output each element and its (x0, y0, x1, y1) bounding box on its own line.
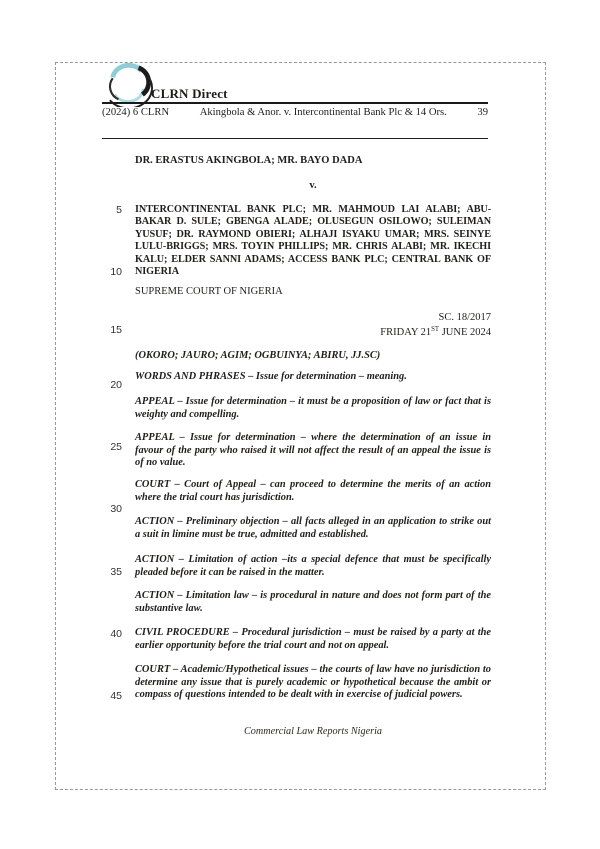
line-number: 40 (110, 628, 122, 640)
headnote-paragraph: COURT – Academic/Hypothetical issues – the courts of law have no jurisdiction to determine any issue that is purely academic or hypothetical because the ambit or compass of questions intended to be dealt with in exercise of judicial powers. (135, 664, 491, 701)
citation-volume: (2024) 6 CLRN (102, 107, 170, 118)
header-rule-bottom (102, 138, 488, 139)
running-case-title: Akingbola & Anor. v. Intercontinental Bank Plc & 14 Ors. (199, 107, 447, 118)
headnote-paragraph: APPEAL – Issue for determination – where the determination of an issue in favour of the party who raised it will not affect the result of an appeal the issue is of no value. (135, 432, 491, 469)
headnote-paragraph: CIVIL PROCEDURE – Procedural jurisdiction – must be raised by a party at the earlier opportunity before the trial court and not on appeal. (135, 627, 491, 651)
line-number: 30 (110, 503, 122, 515)
hearing-date (135, 324, 491, 339)
header-rule-top (102, 102, 488, 104)
clrn-logo-icon (104, 63, 154, 107)
headnote-paragraph: ACTION – Limitation law – is procedural in nature and does not form part of the substantive law. (135, 590, 491, 614)
footer-imprint: Commercial Law Reports Nigeria (243, 726, 382, 737)
brand-title: CLRN Direct (151, 86, 228, 101)
coram-line: (OKORO; JAURO; AGIM; OGBUINYA; ABIRU, JJ.SC) (135, 350, 381, 361)
headnote-paragraph: ACTION – Limitation of action –its a special defence that must be specifically pleaded before it can be raised in the matter. (135, 554, 491, 578)
appellants-title: DR. ERASTUS AKINGBOLA; MR. BAYO DADA (135, 155, 363, 166)
page-number: 39 (477, 107, 488, 118)
hearing-date-day: FRIDAY 21 (380, 327, 432, 338)
line-number: 5 (116, 204, 122, 216)
line-number: 25 (110, 441, 122, 453)
respondents-title: INTERCONTINENTAL BANK PLC; MR. MAHMOUD LAI ALABI; ABU-BAKAR D. SULE; GBENGA ALADE; OLUSEGUN OSILOWO; SULEIMAN YUSUF; DR. RAYMOND OBIERI; ALHAJI ISYAKU UMAR; MRS. SEINYE LULU-BRIGGS; MRS. TOYIN PHILLIPS; MR. CHRIS ALABI; MR. IKECHI KALU; ELDER SANNI ADAMS; ACCESS BANK PLC; CENTRAL BANK OF NIGERIA (135, 204, 491, 278)
court-name: SUPREME COURT OF NIGERIA (135, 286, 283, 297)
line-number: 20 (110, 379, 122, 391)
line-number: 10 (110, 266, 122, 278)
running-header (102, 107, 488, 118)
headnote-paragraph: COURT – Court of Appeal – can proceed to determine the merits of an action where the trial court has jurisdiction. (135, 479, 491, 503)
line-number: 45 (110, 690, 122, 702)
headnote-paragraph: APPEAL – Issue for determination – it must be a proposition of law or fact that is weighty and compelling. (135, 396, 491, 420)
versus-label: v. (309, 180, 317, 191)
hearing-date-rest: JUNE 2024 (439, 327, 491, 338)
hearing-date-ordinal: ST (431, 326, 440, 333)
headnote-paragraph: WORDS AND PHRASES – Issue for determination – meaning. (135, 371, 407, 382)
line-number: 35 (110, 566, 122, 578)
suit-number: SC. 18/2017 (438, 312, 491, 323)
line-number: 15 (110, 324, 122, 336)
headnote-paragraph: ACTION – Preliminary objection – all facts alleged in an application to strike out a suit in limine must be true, admitted and established. (135, 516, 491, 540)
